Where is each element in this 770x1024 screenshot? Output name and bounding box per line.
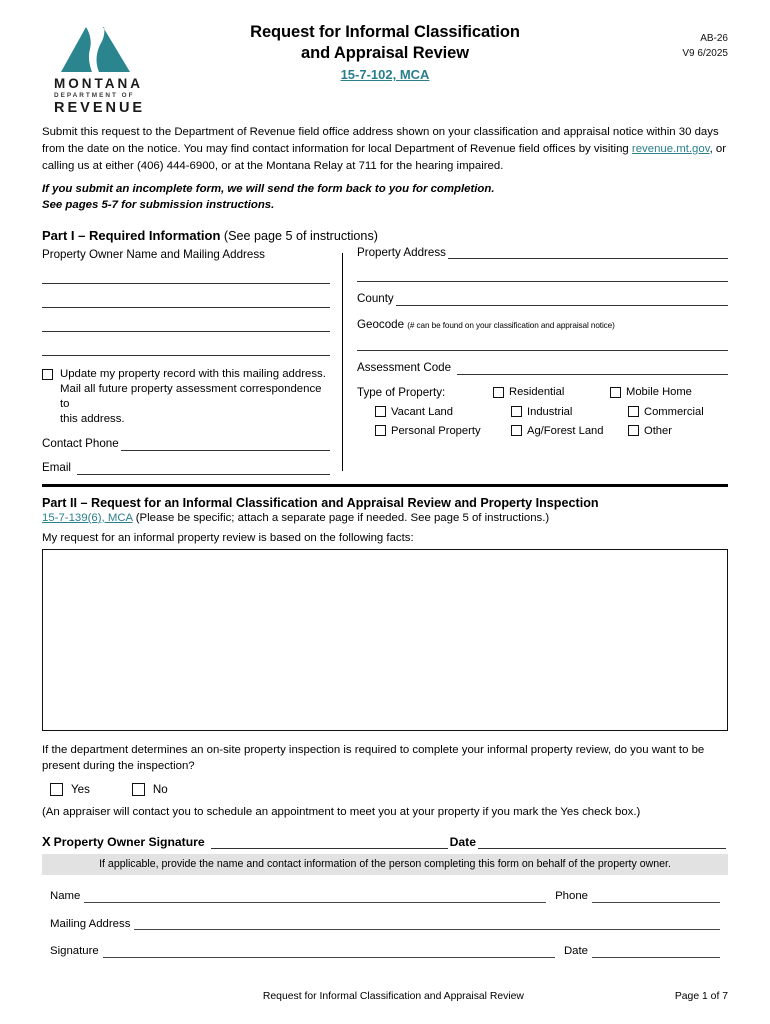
- owner-signature-date-input[interactable]: [478, 836, 726, 849]
- logo-text-revenue: REVENUE: [54, 99, 146, 116]
- part1-body: [42, 247, 728, 475]
- property-type-other[interactable]: [628, 425, 728, 437]
- inspection-no-label: No: [152, 782, 168, 796]
- property-address-label: Property Address: [357, 245, 446, 259]
- residential-label: Residential: [509, 386, 565, 399]
- part2-statute-link[interactable]: 15-7-139(6), MCA: [42, 511, 133, 524]
- agency-logo: [54, 24, 166, 117]
- update-record-checkbox-row[interactable]: [42, 367, 330, 428]
- inspection-no-option[interactable]: [124, 783, 168, 796]
- industrial-label: Industrial: [527, 405, 573, 418]
- update-record-label: [60, 367, 330, 428]
- update-record-line2: Mail all future property assessment correspondence to: [60, 382, 322, 411]
- assessment-code-input[interactable]: [457, 363, 728, 375]
- personal-property-checkbox[interactable]: [375, 425, 386, 436]
- incomplete-form-warning-line1: If you submit an incomplete form, we will send the form back to you for completion.: [42, 183, 495, 196]
- owner-address-line-4[interactable]: [42, 355, 330, 356]
- footer-page-number: Page 1 of 7: [674, 991, 728, 1002]
- owner-signature-date-label: Date: [449, 834, 476, 849]
- inspection-yes-option[interactable]: [42, 783, 90, 796]
- part1-right-column: [343, 247, 728, 475]
- part2-sub-note: (Please be specific; attach a separate page if needed. See page 5 of instructions.): [132, 511, 550, 524]
- logo-text-department-of: DEPARTMENT OF: [54, 91, 135, 99]
- property-address-row[interactable]: [357, 247, 728, 260]
- assessment-code-row[interactable]: [357, 362, 728, 375]
- agent-date-input[interactable]: [592, 946, 720, 958]
- part2-subheading: [42, 512, 728, 524]
- mobile-home-checkbox[interactable]: [610, 387, 621, 398]
- update-record-line3: this address.: [60, 413, 125, 426]
- agent-mailing-address-row: [50, 918, 720, 931]
- part1-left-column: [42, 247, 342, 475]
- inspection-question: If the department determines an on-site property inspection is required to complete your informal property review, do you want to be present during the inspection?: [42, 743, 705, 773]
- page-footer: [42, 991, 728, 1002]
- page-header: [42, 0, 728, 114]
- commercial-label: Commercial: [644, 405, 704, 418]
- inspection-yes-checkbox[interactable]: [50, 783, 63, 796]
- agent-date-label: Date: [563, 945, 588, 958]
- assessment-code-label: Assessment Code: [357, 361, 452, 375]
- property-type-mobile-home[interactable]: [610, 386, 710, 398]
- form-title-line2: and Appraisal Review: [301, 44, 469, 63]
- ag-forest-land-label: Ag/Forest Land: [527, 424, 604, 437]
- intro-text-part1: Submit this request to the Department of Revenue field office address shown on your classification and appraisal notice within 30 days from the date on the notice. You may find contact information for local Department of Revenue field offices by visiting: [42, 126, 719, 155]
- county-input[interactable]: [396, 294, 728, 306]
- property-type-vacant-land[interactable]: [357, 406, 511, 418]
- revenue-website-link[interactable]: revenue.mt.gov: [631, 142, 710, 155]
- incomplete-form-warning: [42, 181, 728, 213]
- owner-address-line-1[interactable]: [42, 283, 330, 284]
- form-title-line1: Request for Informal Classification: [250, 23, 520, 41]
- logo-text-montana: MONTANA: [54, 76, 143, 91]
- other-checkbox[interactable]: [628, 425, 639, 436]
- county-row[interactable]: [357, 293, 728, 306]
- form-meta: [682, 32, 728, 61]
- property-type-personal-property[interactable]: [357, 425, 511, 437]
- property-address-input[interactable]: [448, 247, 728, 259]
- montana-mountains-logo-icon: [60, 24, 155, 74]
- intro-text-part2: , or calling us at either (406) 444-6900, or at the Montana Relay at 711 for the hearing impaired.: [42, 142, 727, 172]
- other-label: Other: [644, 424, 672, 437]
- part1-heading: [42, 228, 728, 243]
- contact-phone-row[interactable]: [42, 438, 330, 451]
- facts-prompt: My request for an informal property review is based on the following facts:: [42, 531, 414, 544]
- inspection-answer-group: [42, 783, 728, 796]
- appraiser-contact-note: (An appraiser will contact you to schedule an appointment to meet you at your property if you mark the Yes check box.): [42, 805, 641, 818]
- form-version: V9 6/2025: [682, 47, 728, 59]
- agent-signature-row: [50, 945, 720, 958]
- submission-instructions-note: See pages 5-7 for submission instructions.: [42, 199, 275, 212]
- vacant-land-label: Vacant Land: [391, 405, 453, 418]
- agent-phone-label: Phone: [555, 890, 588, 903]
- agent-name-row: [50, 890, 720, 903]
- owner-name-address-label: Property Owner Name and Mailing Address: [42, 247, 265, 261]
- vacant-land-checkbox[interactable]: [375, 406, 386, 417]
- owner-address-line-3[interactable]: [42, 331, 330, 332]
- inspection-yes-label: Yes: [71, 782, 90, 796]
- email-row[interactable]: [42, 462, 330, 475]
- type-of-property-group: [357, 386, 728, 437]
- type-of-property-label: Type of Property:: [357, 385, 446, 399]
- part1-heading-strong: Part I – Required Information: [42, 227, 221, 243]
- type-of-property-row-2: [357, 406, 728, 418]
- geocode-note: (# can be found on your classification and appraisal notice): [407, 321, 615, 331]
- property-type-ag-forest-land[interactable]: [511, 425, 628, 437]
- industrial-checkbox[interactable]: [511, 406, 522, 417]
- type-of-property-row-3: [357, 425, 728, 437]
- update-record-line1: Update my property record with this mailing address.: [60, 367, 326, 380]
- type-of-property-row-1: [357, 386, 728, 399]
- agent-mailing-address-input[interactable]: [134, 918, 720, 930]
- owner-signature-label: Property Owner Signature: [53, 834, 205, 849]
- residential-checkbox[interactable]: [493, 387, 504, 398]
- geocode-label: Geocode: [357, 318, 405, 332]
- part2-heading: Part II – Request for an Informal Classification and Appraisal Review and Property Inspection: [42, 495, 599, 510]
- county-label: County: [357, 292, 394, 306]
- owner-signature-row: [42, 835, 728, 849]
- agent-signature-label: Signature: [50, 945, 99, 958]
- facts-textarea[interactable]: [42, 549, 728, 731]
- owner-signature-input[interactable]: [211, 836, 448, 849]
- footer-title: Request for Informal Classification and Appraisal Review: [262, 991, 524, 1002]
- mobile-home-label: Mobile Home: [626, 386, 692, 399]
- email-input[interactable]: [77, 463, 330, 475]
- commercial-checkbox[interactable]: [628, 406, 639, 417]
- contact-phone-label: Contact Phone: [42, 437, 119, 451]
- agent-mailing-address-label: Mailing Address: [50, 917, 131, 930]
- signature-section: [42, 835, 728, 958]
- property-address-line-2[interactable]: [357, 281, 728, 282]
- property-type-commercial[interactable]: [628, 406, 728, 418]
- intro-paragraph: [42, 124, 728, 174]
- agent-name-input[interactable]: [84, 891, 546, 903]
- part-section-divider: [42, 484, 728, 487]
- ag-forest-land-checkbox[interactable]: [511, 425, 522, 436]
- update-record-checkbox[interactable]: [42, 369, 53, 380]
- contact-phone-input[interactable]: [121, 439, 330, 451]
- property-type-industrial[interactable]: [511, 406, 628, 418]
- agent-signature-input[interactable]: [103, 946, 555, 958]
- owner-address-line-2[interactable]: [42, 307, 330, 308]
- personal-property-label: Personal Property: [391, 424, 481, 437]
- agent-fields: [42, 890, 728, 958]
- signature-x-marker: X: [42, 833, 51, 849]
- geocode-input[interactable]: [357, 350, 728, 351]
- title-statute-link[interactable]: 15-7-102, MCA: [340, 67, 430, 83]
- property-type-residential[interactable]: [493, 386, 610, 398]
- geocode-label-row: [357, 317, 728, 332]
- inspection-no-checkbox[interactable]: [132, 783, 145, 796]
- part1-heading-note: (See page 5 of instructions): [220, 228, 378, 243]
- email-label: Email: [42, 461, 71, 475]
- agent-name-label: Name: [50, 890, 81, 903]
- agent-info-banner: If applicable, provide the name and contact information of the person completing this form on behalf of the property owner.: [42, 854, 728, 875]
- agent-phone-input[interactable]: [592, 891, 720, 903]
- form-number: AB-26: [700, 33, 728, 44]
- page-content: [42, 0, 728, 958]
